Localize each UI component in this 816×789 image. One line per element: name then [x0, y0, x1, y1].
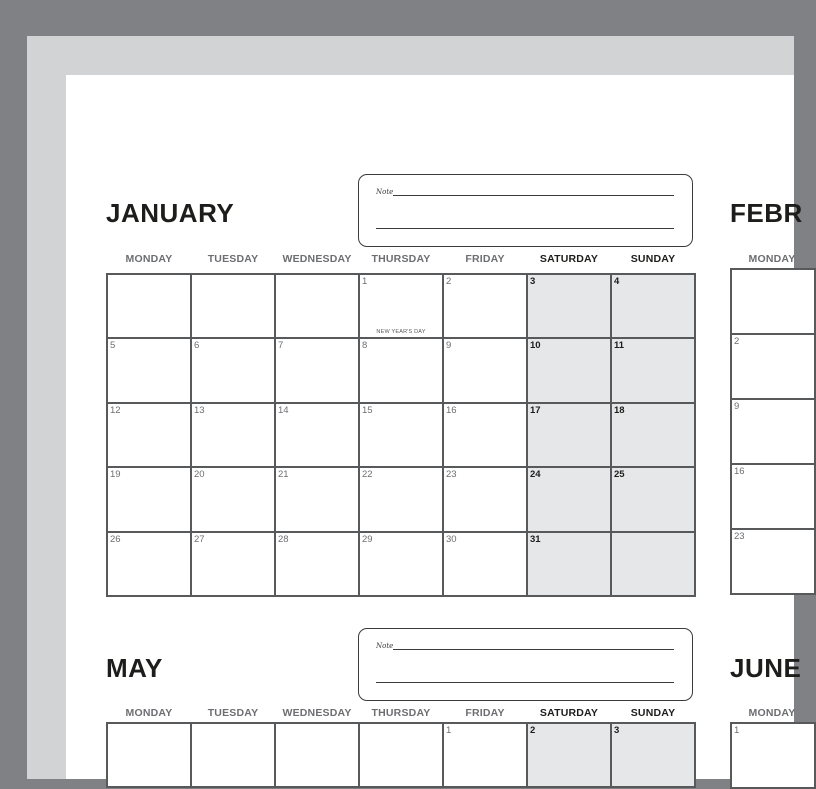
day-number: 1	[734, 725, 740, 736]
month-grid-june	[730, 722, 816, 789]
weekday-label: TUESDAY	[207, 253, 259, 265]
day-cell[interactable]	[108, 724, 192, 788]
day-cell[interactable]	[528, 533, 612, 597]
day-cell[interactable]	[192, 533, 276, 597]
day-number: 23	[446, 469, 457, 481]
day-number: 27	[194, 533, 205, 545]
day-number: 20	[194, 469, 205, 481]
day-number: 3	[614, 725, 620, 736]
day-cell[interactable]	[528, 468, 612, 532]
weekday-label: WEDNESDAY	[282, 253, 352, 265]
weekday-label: TUESDAY	[207, 707, 259, 719]
day-number: 16	[446, 404, 457, 416]
day-number: 24	[530, 469, 541, 481]
day-number: 12	[110, 404, 121, 416]
day-number: 2	[446, 276, 452, 287]
day-number: 4	[614, 276, 620, 287]
day-number: 9	[446, 340, 452, 352]
day-number: 30	[446, 533, 457, 545]
day-number: 13	[194, 404, 205, 416]
day-cell[interactable]	[444, 404, 528, 468]
day-cell[interactable]	[360, 339, 444, 403]
notes-box-may[interactable]	[358, 628, 693, 701]
day-number: 2	[734, 336, 740, 347]
weekday-header-february	[730, 253, 814, 267]
day-cell[interactable]	[528, 724, 612, 788]
day-cell[interactable]	[612, 275, 696, 339]
day-cell[interactable]	[360, 724, 444, 788]
day-cell[interactable]	[108, 533, 192, 597]
day-cell[interactable]	[276, 275, 360, 339]
weekday-label: THURSDAY	[371, 707, 431, 719]
day-cell[interactable]	[732, 270, 816, 335]
day-cell[interactable]	[108, 275, 192, 339]
day-number: 18	[614, 404, 625, 416]
day-number: 10	[530, 340, 541, 352]
notes-label: Note	[376, 188, 394, 196]
day-cell[interactable]	[108, 468, 192, 532]
day-cell[interactable]	[528, 275, 612, 339]
day-number: 31	[530, 533, 541, 545]
day-cell[interactable]	[444, 468, 528, 532]
weekday-label: FRIDAY	[465, 707, 505, 719]
holiday-label: NEW YEAR'S DAY	[376, 329, 426, 336]
day-cell[interactable]	[444, 724, 528, 788]
day-number: 28	[278, 533, 289, 545]
weekday-label: MONDAY	[748, 707, 796, 719]
day-number: 29	[362, 533, 373, 545]
weekday-label: SUNDAY	[630, 707, 676, 719]
month-grid-january	[106, 273, 696, 597]
day-cell[interactable]	[528, 404, 612, 468]
day-number: 16	[734, 466, 745, 477]
day-cell[interactable]	[444, 533, 528, 597]
notes-line	[376, 228, 674, 229]
weekday-header-may	[107, 707, 695, 721]
day-number: 3	[530, 276, 536, 287]
day-cell[interactable]	[276, 468, 360, 532]
day-cell[interactable]	[276, 533, 360, 597]
day-cell[interactable]	[276, 404, 360, 468]
month-grid-may	[106, 722, 696, 788]
day-number: 6	[194, 340, 200, 352]
day-number: 11	[614, 340, 625, 352]
day-number: 19	[110, 469, 121, 481]
day-cell[interactable]	[360, 275, 444, 339]
day-cell[interactable]	[612, 339, 696, 403]
notes-line	[393, 649, 674, 650]
weekday-label: MONDAY	[748, 253, 796, 265]
day-cell[interactable]	[444, 339, 528, 403]
day-number: 8	[362, 340, 368, 352]
month-title-may: MAY	[106, 653, 163, 683]
day-number: 17	[530, 404, 541, 416]
notes-line	[376, 682, 674, 683]
notes-box-january[interactable]	[358, 174, 693, 247]
day-number: 2	[530, 725, 536, 736]
day-cell[interactable]	[276, 724, 360, 788]
day-cell[interactable]	[360, 533, 444, 597]
month-title-february: FEBR	[730, 198, 803, 228]
day-cell[interactable]	[192, 468, 276, 532]
day-cell[interactable]	[732, 400, 816, 465]
weekday-label: WEDNESDAY	[282, 707, 352, 719]
month-title-june: JUNE	[730, 653, 802, 683]
day-number: 25	[614, 469, 625, 481]
day-cell[interactable]	[108, 339, 192, 403]
day-cell[interactable]	[528, 339, 612, 403]
weekday-label: MONDAY	[125, 253, 173, 265]
day-cell[interactable]	[192, 724, 276, 788]
day-cell[interactable]	[108, 404, 192, 468]
day-number: 15	[362, 404, 373, 416]
day-number: 21	[278, 469, 289, 481]
day-cell[interactable]	[360, 468, 444, 532]
day-number: 1	[362, 276, 368, 287]
day-cell[interactable]	[732, 465, 816, 530]
day-number: 22	[362, 469, 373, 481]
day-number: 26	[110, 533, 121, 545]
weekday-label: THURSDAY	[371, 253, 431, 265]
day-cell[interactable]	[192, 404, 276, 468]
notes-label: Note	[376, 642, 394, 650]
day-cell[interactable]	[732, 335, 816, 400]
weekday-label: SATURDAY	[539, 707, 599, 719]
weekday-label: SATURDAY	[539, 253, 599, 265]
weekday-label: SUNDAY	[630, 253, 676, 265]
day-number: 1	[446, 725, 452, 736]
day-cell[interactable]	[732, 530, 816, 595]
day-cell[interactable]	[732, 724, 816, 789]
month-title-january: JANUARY	[106, 198, 235, 228]
month-grid-february	[730, 268, 816, 595]
day-number: 14	[278, 404, 289, 416]
day-cell[interactable]	[612, 724, 696, 788]
day-number: 9	[734, 401, 740, 412]
day-number: 23	[734, 531, 745, 542]
day-cell[interactable]	[444, 275, 528, 339]
day-cell[interactable]	[192, 339, 276, 403]
calendar-sheet	[66, 75, 803, 779]
day-cell[interactable]	[612, 468, 696, 532]
notes-line	[393, 195, 674, 196]
day-number: 5	[110, 340, 116, 352]
day-cell[interactable]	[612, 533, 696, 597]
weekday-header-june	[730, 707, 814, 721]
day-cell[interactable]	[360, 404, 444, 468]
day-number: 7	[278, 340, 284, 352]
weekday-label: MONDAY	[125, 707, 173, 719]
weekday-header-january	[107, 253, 695, 267]
weekday-label: FRIDAY	[465, 253, 505, 265]
day-cell[interactable]	[276, 339, 360, 403]
day-cell[interactable]	[612, 404, 696, 468]
day-cell[interactable]	[192, 275, 276, 339]
